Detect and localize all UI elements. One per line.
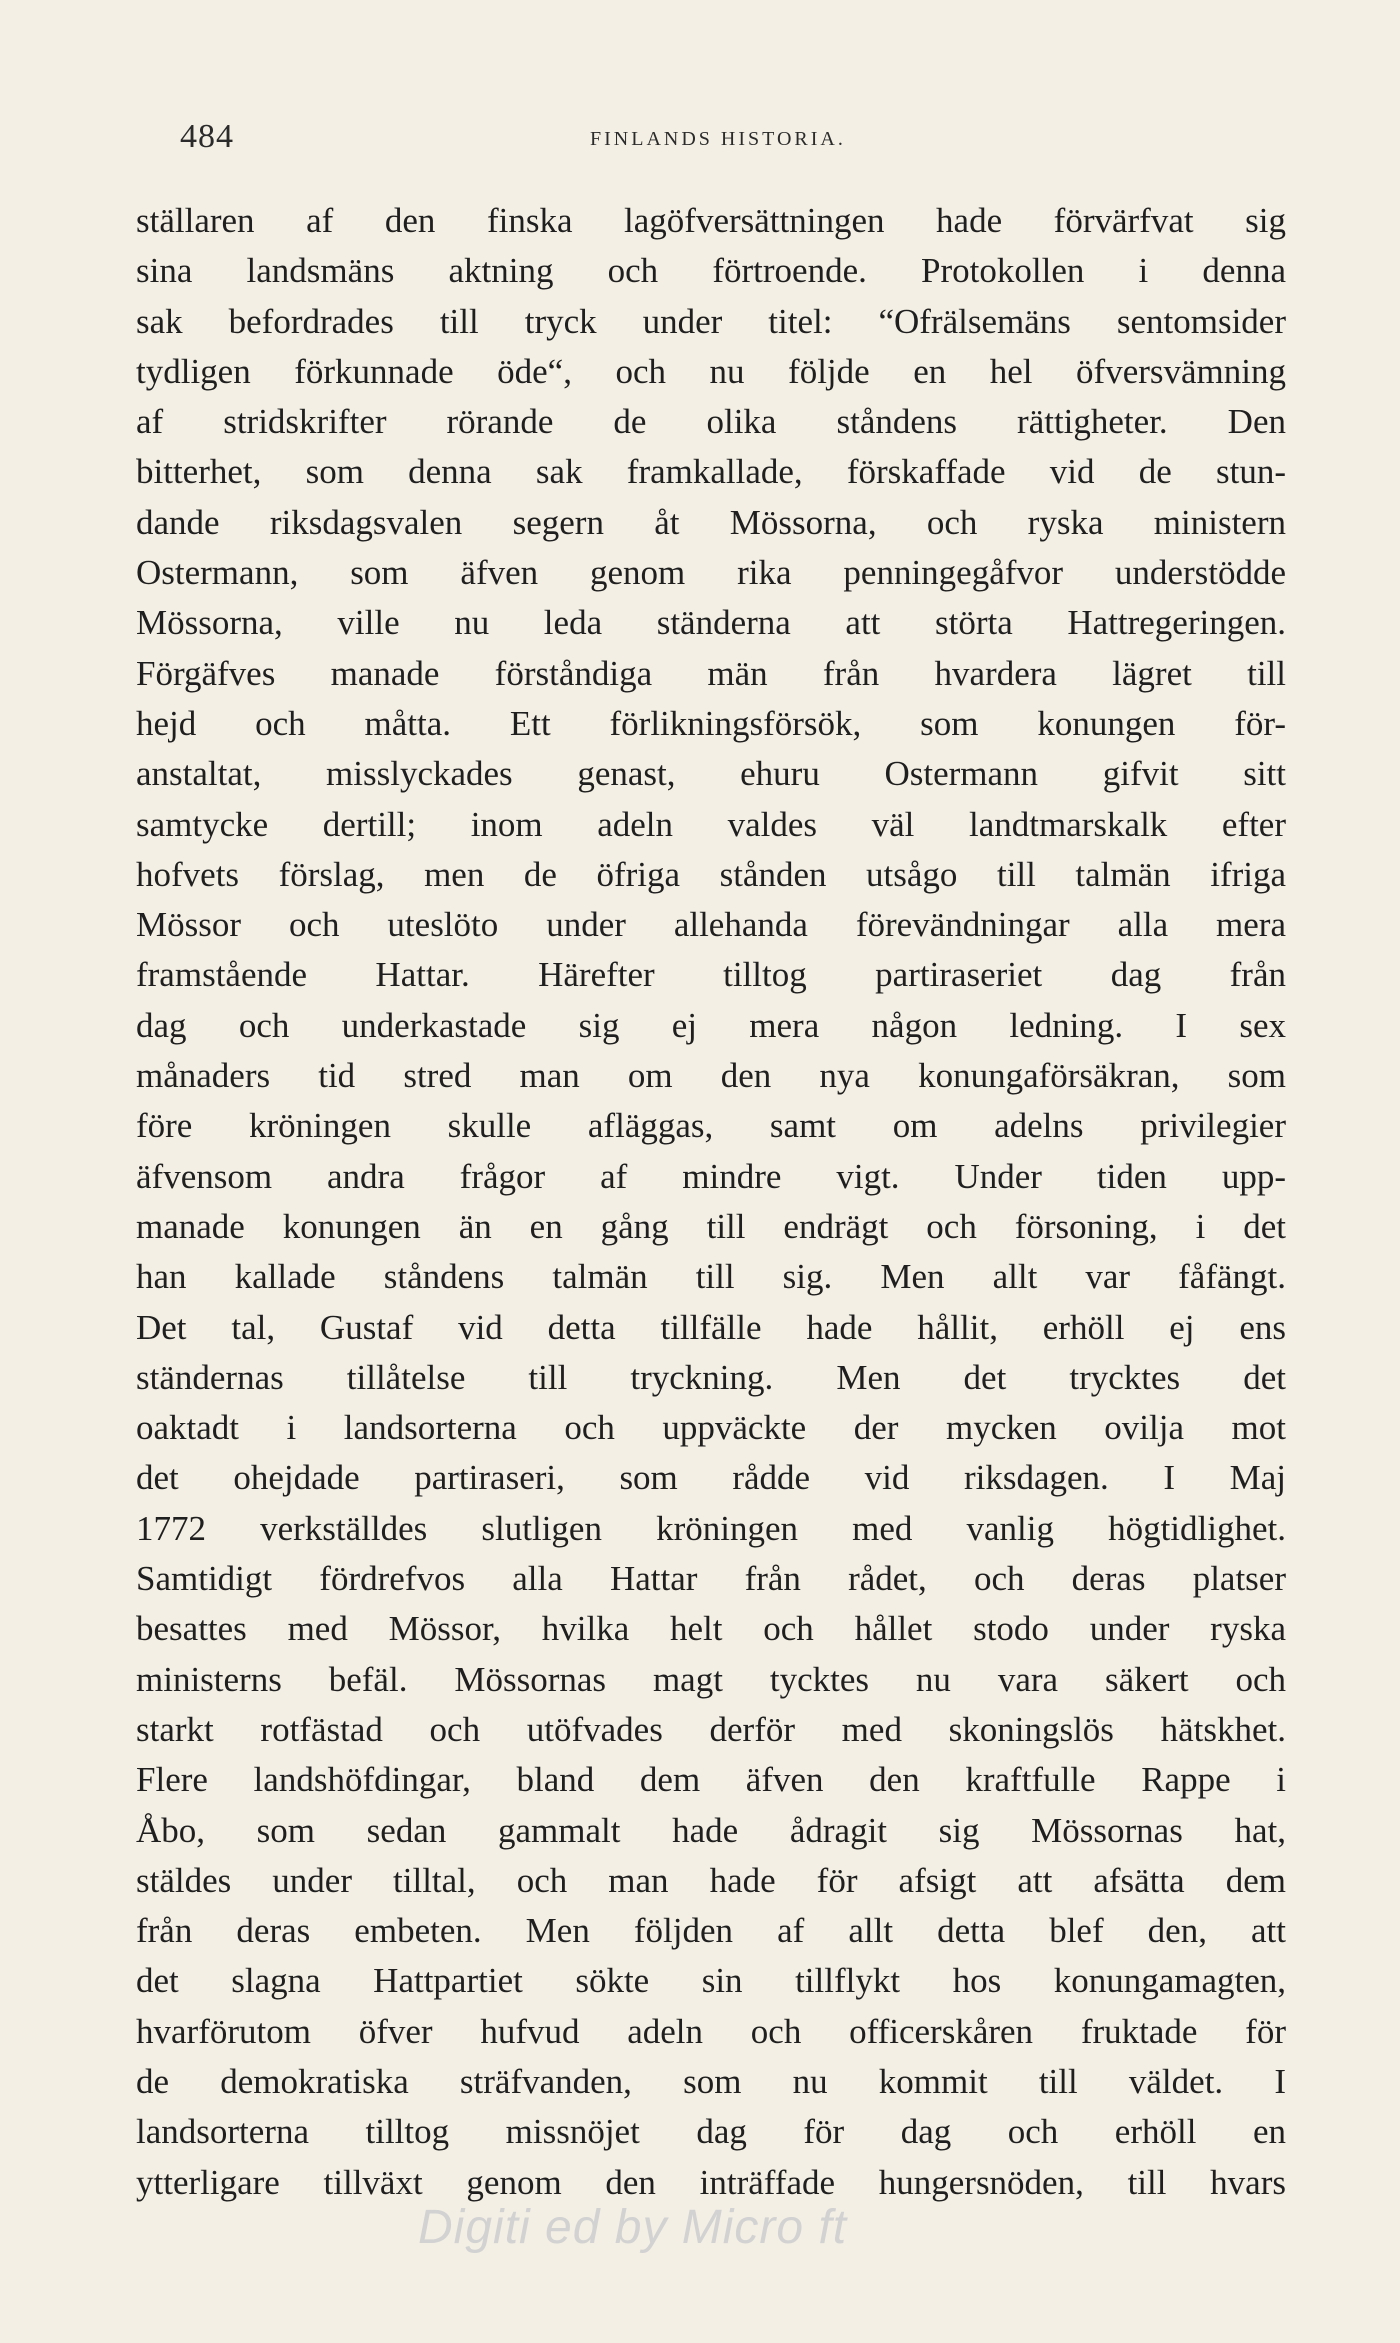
- text-line: framstående Hattar. Härefter tilltog partiraseriet dag från: [136, 955, 1286, 995]
- text-line: hvarförutom öfver hufvud adeln och officerskåren fruktade för: [136, 2011, 1286, 2051]
- text-line: stäldes under tilltal, och man hade för afsigt att afsätta dem: [136, 1860, 1286, 1900]
- text-line: manade konungen än en gång till endrägt och försoning, i det: [136, 1206, 1286, 1246]
- text-line: besattes med Mössor, hvilka helt och hållet stodo under ryska: [136, 1609, 1286, 1649]
- text-line: det ohejdade partiraseri, som rådde vid riksdagen. I Maj: [136, 1458, 1286, 1498]
- text-line: Ostermann, som äfven genom rika penningegåfvor understödde: [136, 553, 1286, 593]
- running-title: FINLANDS HISTORIA.: [590, 128, 846, 150]
- text-line: Förgäfves manade förståndiga män från hvardera lägret till: [136, 653, 1286, 693]
- text-line: 1772 verkställdes slutligen kröningen med vanlig högtidlighet.: [136, 1508, 1286, 1548]
- text-line: Mössorna, ville nu leda ständerna att störta Hattregeringen.: [136, 603, 1286, 643]
- page-header: [180, 118, 1290, 158]
- text-line: sina landsmäns aktning och förtroende. Protokollen i denna: [136, 251, 1286, 291]
- body-text: [136, 196, 1286, 2208]
- text-line: bitterhet, som denna sak framkallade, förskaffade vid de stun-: [136, 452, 1286, 492]
- text-line: ständernas tillåtelse till tryckning. Men det trycktes det: [136, 1357, 1286, 1397]
- text-line: dag och underkastade sig ej mera någon ledning. I sex: [136, 1005, 1286, 1045]
- text-line: samtycke dertill; inom adeln valdes väl landtmarskalk efter: [136, 804, 1286, 844]
- text-line: ytterligare tillväxt genom den inträffade hungersnöden, till hvars: [136, 2162, 1286, 2202]
- digitization-watermark: Digiti ed by Micro ft: [418, 2201, 848, 2254]
- text-line: före kröningen skulle afläggas, samt om adelns privilegier: [136, 1106, 1286, 1146]
- text-line: oaktadt i landsorterna och uppväckte der mycken ovilja mot: [136, 1408, 1286, 1448]
- text-line: Det tal, Gustaf vid detta tillfälle hade hållit, erhöll ej ens: [136, 1307, 1286, 1347]
- text-line: hejd och måtta. Ett förlikningsförsök, som konungen för-: [136, 703, 1286, 743]
- text-line: ministerns befäl. Mössornas magt tycktes nu vara säkert och: [136, 1659, 1286, 1699]
- text-line: sak befordrades till tryck under titel: “Ofrälsemäns sentomsider: [136, 301, 1286, 341]
- text-line: Flere landshöfdingar, bland dem äfven den kraftfulle Rappe i: [136, 1760, 1286, 1800]
- text-line: månaders tid stred man om den nya konungaförsäkran, som: [136, 1056, 1286, 1096]
- text-line: af stridskrifter rörande de olika ståndens rättigheter. Den: [136, 402, 1286, 442]
- text-line: Samtidigt fördrefvos alla Hattar från rådet, och deras platser: [136, 1559, 1286, 1599]
- page-number: 484: [180, 118, 234, 155]
- text-line: starkt rotfästad och utöfvades derför med skoningslös hätskhet.: [136, 1709, 1286, 1749]
- text-line: ställaren af den finska lagöfversättningen hade förvärfvat sig: [136, 201, 1286, 240]
- text-line: Åbo, som sedan gammalt hade ådragit sig Mössornas hat,: [136, 1810, 1286, 1850]
- text-line: landsorterna tilltog missnöjet dag för dag och erhöll en: [136, 2112, 1286, 2152]
- text-line: det slagna Hattpartiet sökte sin tillflykt hos konungamagten,: [136, 1961, 1286, 2001]
- text-line: han kallade ståndens talmän till sig. Men allt var fåfängt.: [136, 1257, 1286, 1297]
- text-line: Mössor och uteslöto under allehanda förevändningar alla mera: [136, 905, 1286, 945]
- text-line: de demokratiska sträfvanden, som nu kommit till väldet. I: [136, 2061, 1286, 2101]
- text-line: äfvensom andra frågor af mindre vigt. Under tiden upp-: [136, 1156, 1286, 1196]
- text-line: från deras embeten. Men följden af allt detta blef den, att: [136, 1911, 1286, 1951]
- text-line: hofvets förslag, men de öfriga stånden utsågo till talmän ifriga: [136, 854, 1286, 894]
- text-line: anstaltat, misslyckades genast, ehuru Ostermann gifvit sitt: [136, 754, 1286, 794]
- text-line: dande riksdagsvalen segern åt Mössorna, och ryska ministern: [136, 502, 1286, 542]
- text-line: tydligen förkunnade öde“, och nu följde en hel öfversvämning: [136, 351, 1286, 391]
